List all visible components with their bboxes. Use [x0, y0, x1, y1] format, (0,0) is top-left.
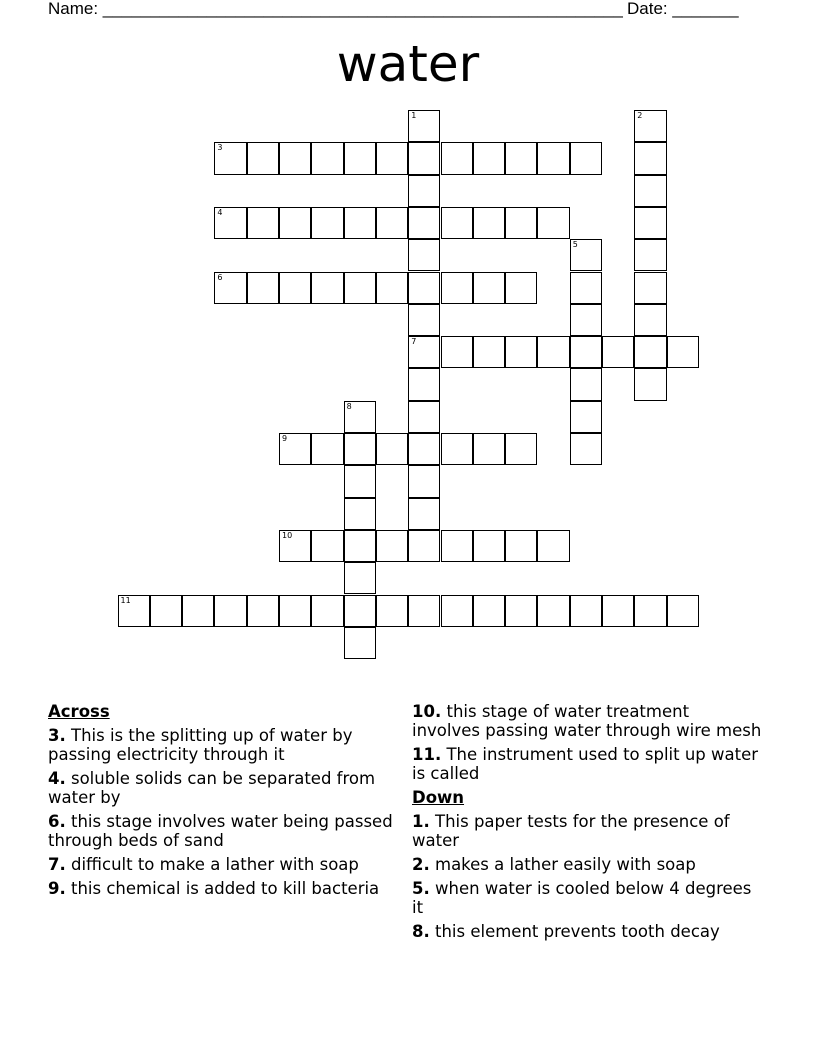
grid-cell[interactable]	[537, 142, 569, 174]
grid-cell[interactable]	[634, 110, 666, 142]
clue-number: 10.	[412, 702, 442, 721]
grid-cell[interactable]	[279, 595, 311, 627]
grid-cell[interactable]	[441, 433, 473, 465]
grid-cell[interactable]	[441, 595, 473, 627]
grid-cell[interactable]	[667, 336, 699, 368]
grid-cell[interactable]	[441, 530, 473, 562]
grid-cell[interactable]	[344, 401, 376, 433]
grid-cell[interactable]	[441, 207, 473, 239]
grid-cell[interactable]	[408, 530, 440, 562]
grid-cell[interactable]	[344, 562, 376, 594]
grid-cell[interactable]	[279, 530, 311, 562]
grid-cell[interactable]	[247, 272, 279, 304]
grid-cell[interactable]	[505, 207, 537, 239]
grid-cell[interactable]	[311, 595, 343, 627]
clue-across-11	[412, 745, 762, 783]
grid-cell[interactable]	[473, 595, 505, 627]
grid-cell[interactable]	[376, 433, 408, 465]
clue-across-4	[48, 769, 393, 807]
date-field-line: Date: _______	[627, 0, 739, 18]
grid-cell[interactable]	[376, 142, 408, 174]
across-heading: Across	[48, 702, 110, 721]
grid-cell[interactable]	[537, 595, 569, 627]
clue-number-label: 7	[411, 337, 417, 347]
grid-cell[interactable]	[279, 142, 311, 174]
grid-cell[interactable]	[634, 595, 666, 627]
grid-cell[interactable]	[473, 336, 505, 368]
grid-cell[interactable]	[570, 595, 602, 627]
grid-cell[interactable]	[311, 142, 343, 174]
grid-cell[interactable]	[408, 465, 440, 497]
grid-cell[interactable]	[376, 595, 408, 627]
grid-cell[interactable]	[473, 272, 505, 304]
clue-number-label: 10	[282, 530, 293, 540]
clue-number: 11.	[412, 745, 442, 764]
puzzle-title: water	[336, 35, 480, 93]
grid-cell[interactable]	[570, 142, 602, 174]
name-field-line: Name: _______________________________________________________	[48, 0, 623, 18]
grid-cell[interactable]	[505, 595, 537, 627]
clue-number-label: 2	[637, 111, 643, 120]
clue-text: this stage involves water being passed through beds of sand	[48, 812, 393, 850]
grid-cell[interactable]	[279, 433, 311, 465]
grid-cell[interactable]	[408, 401, 440, 433]
clue-across-10	[412, 702, 762, 740]
grid-cell[interactable]	[570, 368, 602, 400]
grid-cell[interactable]	[667, 595, 699, 627]
clue-number: 2.	[412, 855, 430, 874]
grid-cell[interactable]	[408, 595, 440, 627]
clue-number-label: 8	[346, 401, 352, 411]
clue-across-6	[48, 812, 393, 850]
grid-cell[interactable]	[473, 433, 505, 465]
grid-cell[interactable]	[602, 336, 634, 368]
grid-cell[interactable]	[344, 595, 376, 627]
grid-cell[interactable]	[214, 142, 246, 174]
clue-number: 4.	[48, 769, 66, 788]
grid-cell[interactable]	[408, 498, 440, 530]
clue-number: 7.	[48, 855, 66, 874]
grid-cell[interactable]	[408, 207, 440, 239]
clue-number: 8.	[412, 922, 430, 941]
clue-number: 1.	[412, 812, 430, 831]
down-heading: Down	[412, 788, 465, 807]
grid-cell[interactable]	[408, 368, 440, 400]
grid-cell[interactable]	[570, 336, 602, 368]
clue-text: makes a lather easily with soap	[429, 855, 696, 874]
clue-down-2	[412, 855, 762, 874]
grid-cell[interactable]	[602, 595, 634, 627]
clue-across-7	[48, 855, 393, 874]
grid-cell[interactable]	[570, 401, 602, 433]
grid-cell[interactable]	[311, 530, 343, 562]
grid-cell[interactable]	[505, 530, 537, 562]
grid-cell[interactable]	[634, 142, 666, 174]
grid-cell[interactable]	[344, 207, 376, 239]
grid-cell[interactable]	[376, 272, 408, 304]
grid-cell[interactable]	[344, 465, 376, 497]
grid-cell[interactable]	[634, 207, 666, 239]
clue-text: This is the splitting up of water by passing electricity through it	[48, 726, 353, 764]
grid-cell[interactable]	[634, 239, 666, 271]
grid-cell[interactable]	[441, 336, 473, 368]
clue-text: this element prevents tooth decay	[429, 922, 720, 941]
grid-cell[interactable]	[473, 530, 505, 562]
clue-number: 5.	[412, 879, 430, 898]
grid-cell[interactable]	[376, 530, 408, 562]
grid-cell[interactable]	[537, 336, 569, 368]
grid-cell[interactable]	[634, 336, 666, 368]
grid-cell[interactable]	[473, 207, 505, 239]
grid-cell[interactable]	[311, 207, 343, 239]
grid-cell[interactable]	[408, 304, 440, 336]
grid-cell[interactable]	[634, 368, 666, 400]
clue-number-label: 3	[217, 143, 223, 153]
grid-cell[interactable]	[537, 530, 569, 562]
grid-cell[interactable]	[408, 433, 440, 465]
grid-cell[interactable]	[537, 207, 569, 239]
grid-cell[interactable]	[182, 595, 214, 627]
clue-across-9	[48, 879, 393, 898]
clue-text: when water is cooled below 4 degrees it	[412, 879, 752, 917]
clue-number: 9.	[48, 879, 66, 898]
clue-number-label: 4	[217, 207, 223, 217]
clues-right-column	[412, 702, 762, 946]
grid-cell[interactable]	[311, 433, 343, 465]
clue-number: 3.	[48, 726, 66, 745]
clue-number-label: 11	[120, 595, 131, 605]
clue-text: this chemical is added to kill bacteria	[65, 879, 380, 898]
clue-text: this stage of water treatment involves passing water through wire mesh	[412, 702, 762, 740]
grid-cell[interactable]	[344, 142, 376, 174]
grid-cell[interactable]	[311, 272, 343, 304]
grid-cell[interactable]	[214, 272, 246, 304]
grid-cell[interactable]	[634, 272, 666, 304]
clue-text: This paper tests for the presence of water	[412, 812, 730, 850]
grid-cell[interactable]	[247, 142, 279, 174]
clue-number: 6.	[48, 812, 66, 831]
grid-cell[interactable]	[214, 595, 246, 627]
grid-cell[interactable]	[408, 272, 440, 304]
grid-cell[interactable]	[473, 142, 505, 174]
grid-cell[interactable]	[634, 175, 666, 207]
grid-cell[interactable]	[344, 530, 376, 562]
grid-cell[interactable]	[570, 304, 602, 336]
grid-cell[interactable]	[505, 433, 537, 465]
clue-number-label: 9	[282, 434, 288, 443]
grid-cell[interactable]	[570, 239, 602, 271]
clue-down-5	[412, 879, 762, 917]
grid-cell[interactable]	[408, 336, 440, 368]
grid-cell[interactable]	[150, 595, 182, 627]
clue-number-label: 5	[572, 240, 578, 250]
clue-number-label: 6	[217, 272, 223, 282]
grid-cell[interactable]	[279, 272, 311, 304]
grid-cell[interactable]	[408, 239, 440, 271]
clue-text: soluble solids can be separated from water by	[48, 769, 376, 807]
grid-cell[interactable]	[279, 207, 311, 239]
grid-cell[interactable]	[634, 304, 666, 336]
grid-cell[interactable]	[214, 207, 246, 239]
grid-cell[interactable]	[408, 175, 440, 207]
clue-down-1	[412, 812, 762, 850]
grid-cell[interactable]	[344, 627, 376, 659]
grid-cell[interactable]	[570, 433, 602, 465]
grid-cell[interactable]	[344, 433, 376, 465]
clue-text: difficult to make a lather with soap	[65, 855, 359, 874]
clue-across-3	[48, 726, 393, 764]
grid-cell[interactable]	[408, 142, 440, 174]
grid-cell[interactable]	[505, 272, 537, 304]
grid-cell[interactable]	[344, 272, 376, 304]
grid-cell[interactable]	[247, 595, 279, 627]
clue-text: The instrument used to split up water is called	[412, 745, 759, 783]
grid-cell[interactable]	[505, 336, 537, 368]
grid-cell[interactable]	[505, 142, 537, 174]
grid-cell[interactable]	[408, 110, 440, 142]
grid-cell[interactable]	[344, 498, 376, 530]
clues-left-column	[48, 702, 393, 903]
grid-cell[interactable]	[441, 142, 473, 174]
grid-cell[interactable]	[570, 272, 602, 304]
grid-cell[interactable]	[247, 207, 279, 239]
grid-cell[interactable]	[441, 272, 473, 304]
clue-number-label: 1	[411, 111, 417, 120]
grid-cell[interactable]	[376, 207, 408, 239]
clue-down-8	[412, 922, 762, 941]
grid-cell[interactable]	[118, 595, 150, 627]
